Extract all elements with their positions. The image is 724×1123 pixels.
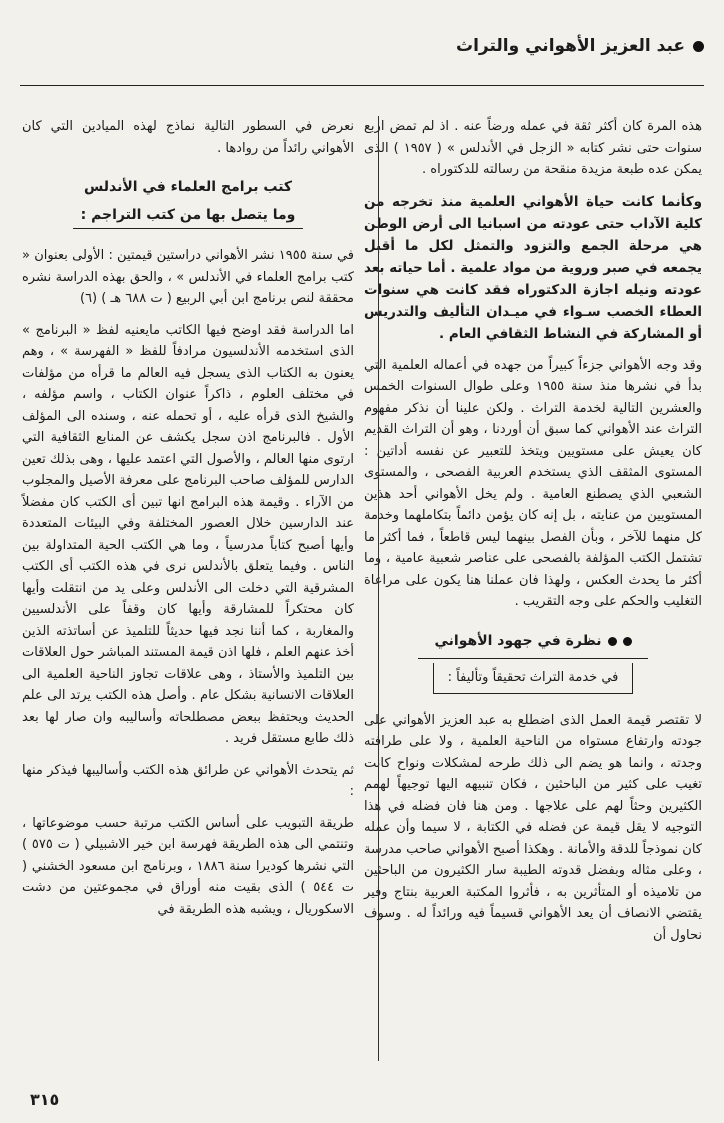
column-divider xyxy=(378,116,379,1061)
section-heading-text: نظرة في جهود الأهواني xyxy=(434,632,602,649)
header-bullet-icon xyxy=(693,41,704,52)
bullet-icon xyxy=(608,637,617,646)
bold-paragraph: وكأنما كانت حياة الأهواني العلمية منذ تخرجه من كلية الآداب حتى عودته من اسبانيا الى أرض الوطن هي مرحلة الجمع والتزود والتمثل لكل ما أقبل يجمعه في صبر وروية من مواد علمية . أما حياته بعد عودته ونيله اجازة الدكتوراه فقد كانت هي سنوات العطاء الخصب سـواء في ميـدان التأليف والتدريس أو المشاركة في النشاط الثقافي العام . xyxy=(364,193,702,342)
paragraph: لا تقتصر قيمة العمل الذى اضطلع به عبد العزيز الأهواني على جودته وارتفاع مستواه من الناحية العلمية ، ولا على طرافته وجدته ، وانما هو يضم الى ذلك طرحه لمشكلات ونواح كانت تغيب على كثير من الباحثين ، فكان تنبيهه اليها توجيهاً لهمم الكثيرين وحثاً لهم على علاجها . ومن هنا فان فضله في هذا التوجيه لا يقل قيمة عن فضله في الكتابة ، لا سيما وأن عمله كان نموذجاً للدقة والأمانة . وهكذا أصبح الأهواني صاحب مدرسة ، وعلى مثاله وبفضل قدوته الطيبة سار الكثيرون من الباحثين من تلاميذه أو المتأثرين به ، فأثروا المكتبة العربية بنتاج وفير يقتضي الانصاف أن يعد الأهواني قسيماً فيه ورائداً له . وسوف نحاول أن xyxy=(364,712,702,943)
section-heading-block xyxy=(364,631,702,694)
heading-rule xyxy=(418,658,648,659)
section-heading: كتب برامج العلماء في الأندلس xyxy=(83,179,293,195)
paragraph: نعرض في السطور التالية نماذج لهذه الميادين التي كان الأهواني رائداً من روادها . xyxy=(22,119,354,156)
header-title: عبد العزيز الأهواني والتراث xyxy=(455,36,685,56)
bullet-icon xyxy=(623,637,632,646)
running-header xyxy=(20,36,704,56)
page-number: ٣١٥ xyxy=(30,1090,60,1109)
paragraph: في سنة ١٩٥٥ نشر الأهواني دراستين قيمتين : الأولى بعنوان « كتب برامج العلماء في الأندلس » ، والحق بهذه الدراسة نشره محققة لنص برنامج ابن أبي الربيع ( ت ٦٨٨ هـ ) (٦) xyxy=(22,248,354,306)
header-rule xyxy=(20,85,704,86)
section-subheading: في خدمة التراث تحقيقاً وتأليفاً : xyxy=(433,663,634,694)
section-heading xyxy=(434,631,631,653)
paragraph: وقد وجه الأهواني جزءاً كبيراً من جهده في أعماله العلمية التي بدأ في نشرها منذ سنة ١٩٥٥ وعلى طوال السنوات الخمس والعشرين التالية لخدمة التراث . ولكن علينا أن نذكر مفهوم التراث عند الأهواني كما سبق أن أوردنا ، وهو أن التراث القديم كان يعيش على مستويين ويتخذ للتعبير عن نفسه أداتين : المستوى المثقف الذي يستخدم العربية الفصحى ، والمستوى الشعبي الذي يصطنع العامية . ولم يخل الأهواني أحد هذين المستويين من عنايته ، بل إنه كان يؤمن دائماً بتكاملهما وخدمة كل منهما للآخر ، وبأن الفصل بينهما ليس قاطعاً ، فما أكثر ما تشتمل الكتب المؤلفة بالفصحى على عناصر شعبية عامية ، وما أكثر ما يحدث العكس ، ولهذا فان عملنا هنا يكون على مراعاة التغليب والحكم على وجه التقريب . xyxy=(364,357,702,609)
paragraph: ثم يتحدث الأهواني عن طرائق هذه الكتب وأساليبها فيذكر منها : xyxy=(22,762,354,799)
paragraph: اما الدراسة فقد اوضح فيها الكاتب مايعنيه لفظ « البرنامج » الذى استخدمه الأندلسيون مرادفاً للفظ « الفهرسة » ، وهم يعنون به الكتاب الذى يسجل فيه العالم ما قرأه من مؤلفات في مختلف العلوم ، ذاكراً عنوان الكتاب ، واسم مؤلفه ، والشيخ الذى قرأه عليه ، أو تحمله عنه ، وسنده الى المؤلف الأول . فالبرنامج اذن سجل يكشف عن المنابع الثقافية التي ارتوى منها العالم ، والأصول التي اعتمد عليها ، وهى بذلك تعين الدارس للمؤلف صاحب البرنامج على معرفة الأصيل والمجلوب من الآراء . وقيمة هذه البرامج انها تبين أى الكتب كان مفضلاً عند الدارسين خلال العصور المختلفة وفي البيئات المتعددة وأيها أصبح كتاباً مدرسياً ، وما هي الكتب الحية المتداولة بين الناس . وفيما يتعلق بالأندلس نرى في هذه الكتب أى الكتب المشرقية التي دخلت الى الأندلس وعلى يد من انتقلت وأيها كان محتكراً للمشارقة وأيها كان وقفاً على الأندلسيين والمغاربة ، كما أننا نجد فيها حديثاً للتلميذ عن أساتذته الذين أخذ عنهم العلم ، فلها اذن قيمة المستند المباشر حول العلاقات بين التلميذ والأستاذ ، وهى علاقات تجاوز الناحية العلمية الى العلاقات الانسانية بشكل عام . وأصل هذه الكتب يرتد الى علم الحديث ويحتفظ ببعض مصطلحاته وأساليبه وان صار لها بعد ذلك طابع مستقل فريد . xyxy=(22,322,354,746)
paragraph: هذه المرة كان أكثر ثقة في عمله ورضاً عنه . اذ لم تمض اربع سنوات حتى نشر كتابه « الزجل في الأندلس » ( ١٩٥٧ ) الذى يمكن عده طبعة مزيدة منقحة من رسالته للدكتوراه . xyxy=(364,119,702,177)
left-column xyxy=(22,116,354,930)
paragraph: طريقة التبويب على أساس الكتب مرتبة حسب موضوعاتها ، وتنتمي الى هذه الطريقة فهرسة ابن خير الاشبيلي ( ت ٥٧٥ ) التي نشرها كوديرا سنة ١٨٨٦ ، وبرنامج ابن مسعود الخشني ( ت ٥٤٤ ) الذى بقيت منه أوراق في مجموعتين من دشت الاسكوريال ، ويشبه هذه الطريقة في xyxy=(22,815,354,917)
right-column xyxy=(364,116,702,956)
section-subheading: وما يتصل بها من كتب التراجم : xyxy=(73,203,304,230)
section-subheading-wrap xyxy=(22,203,354,230)
